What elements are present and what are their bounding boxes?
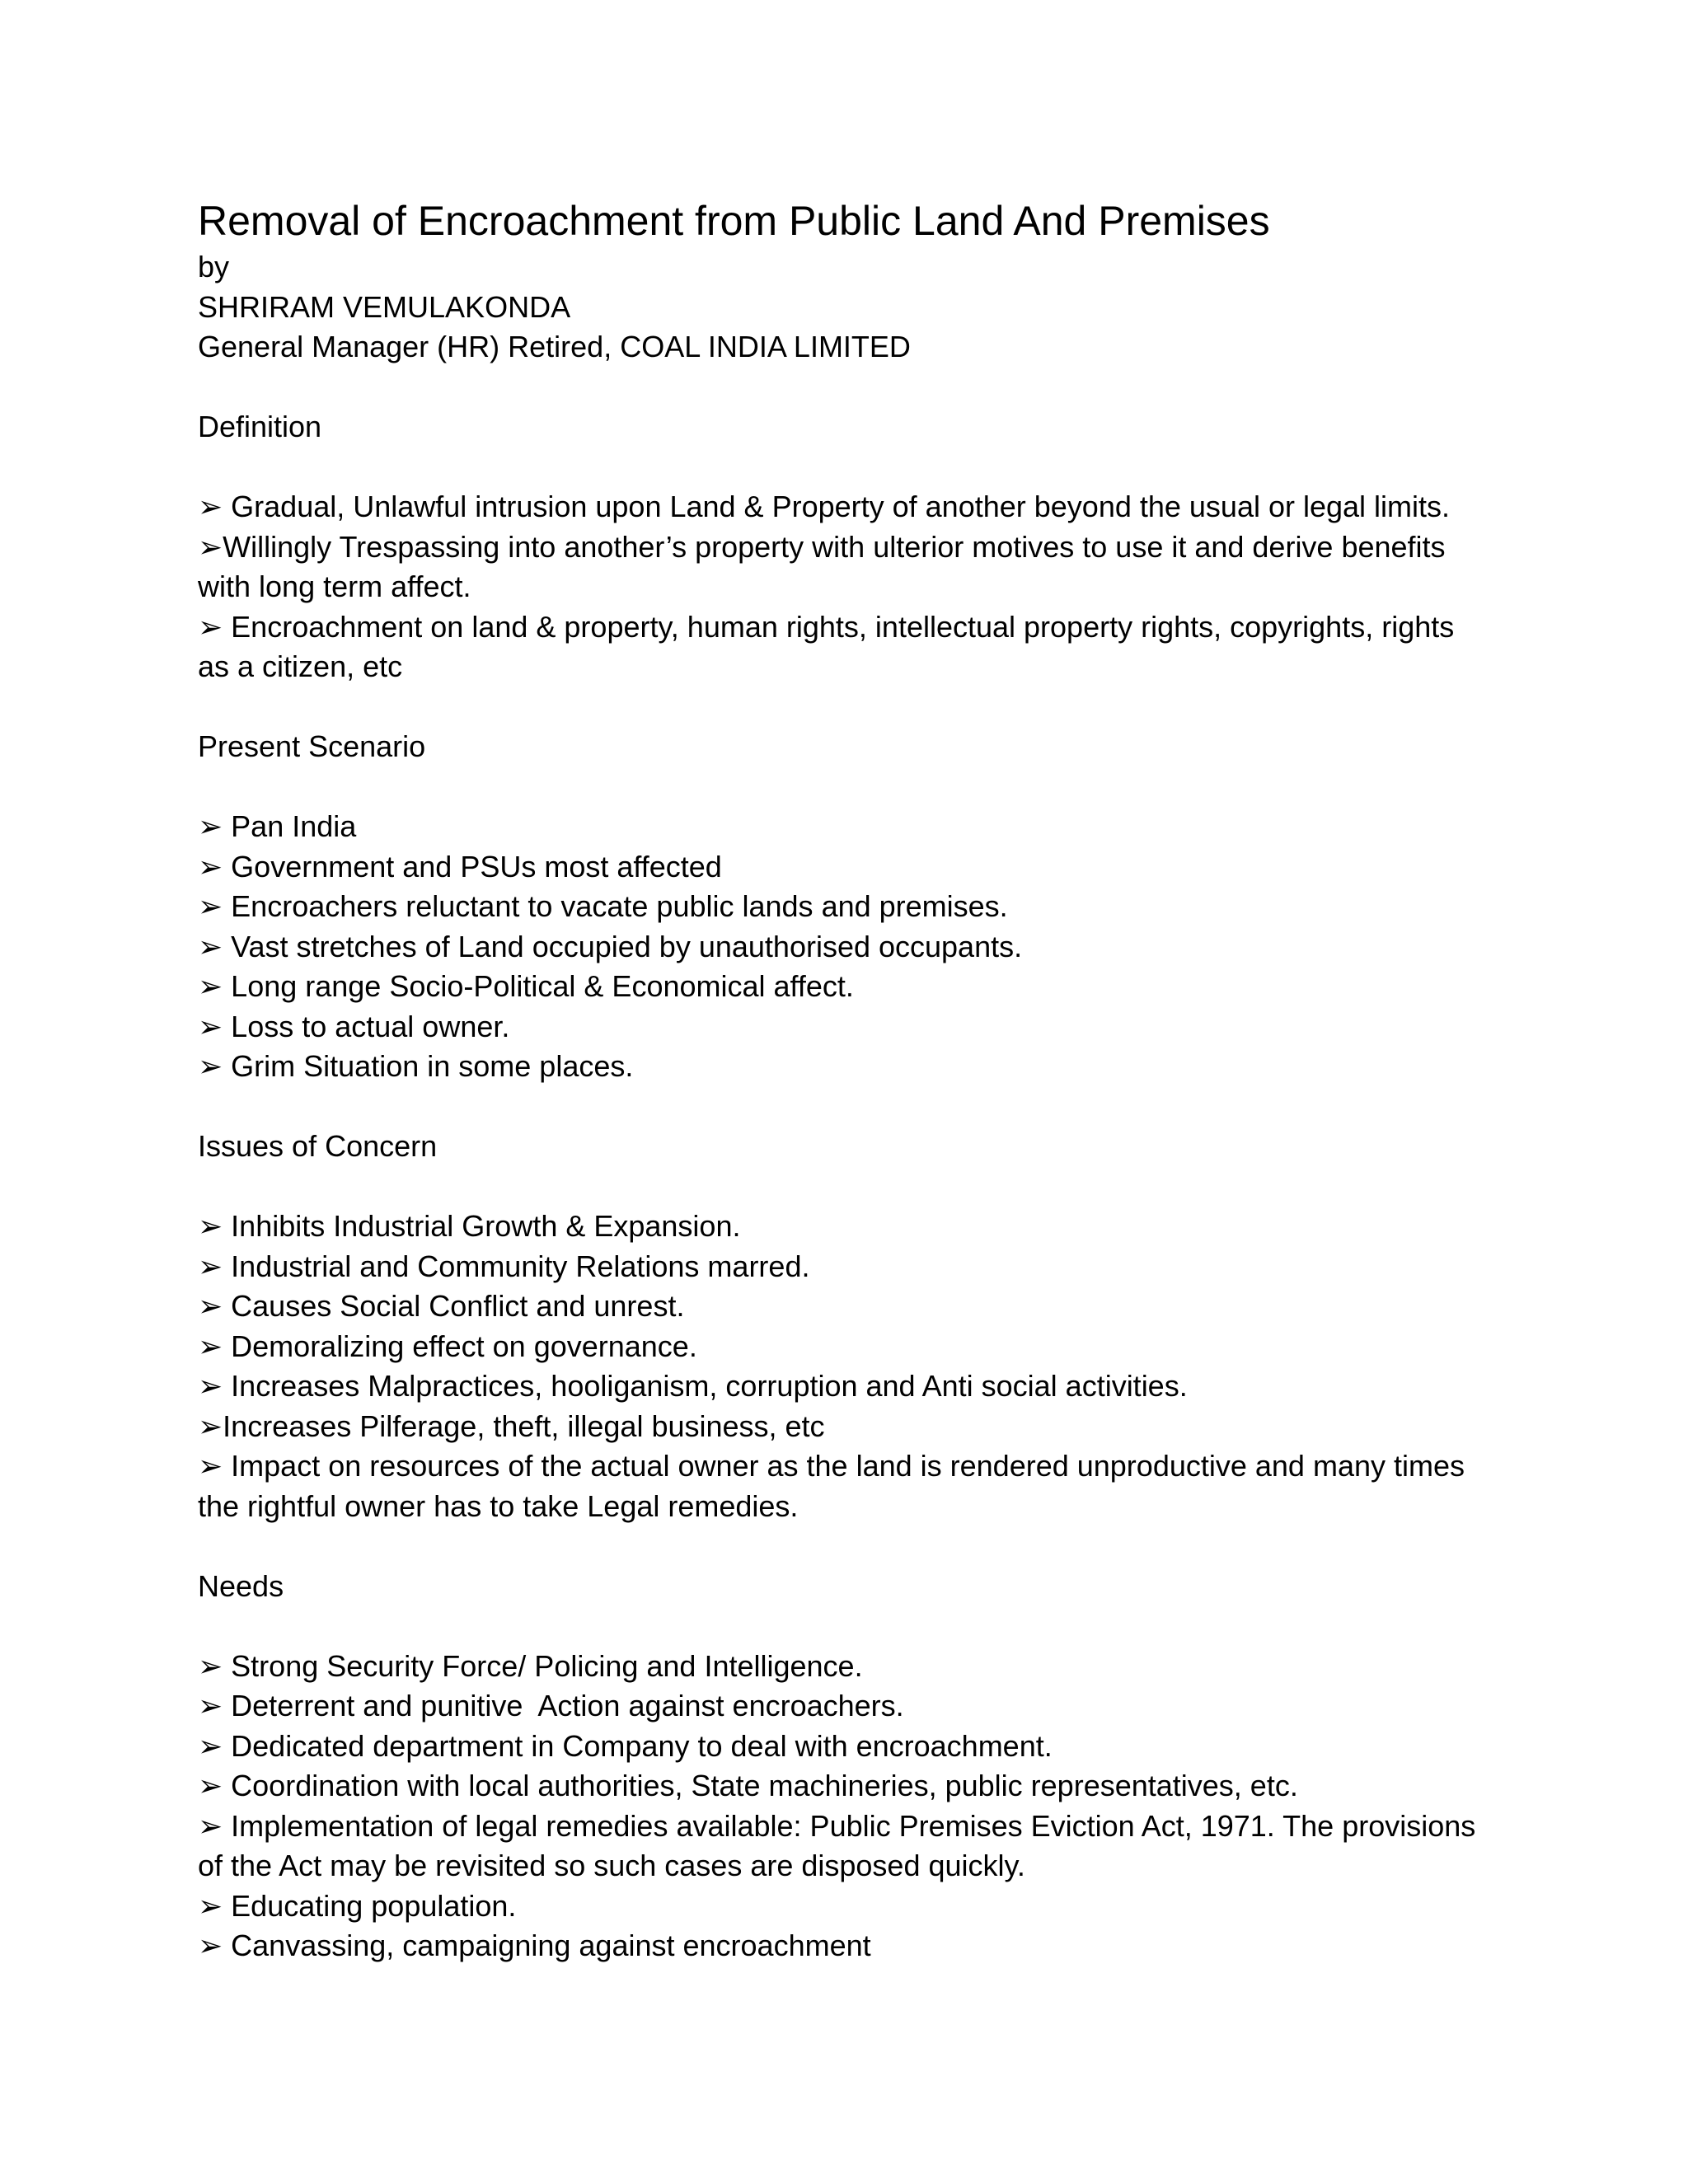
- author-affiliation: General Manager (HR) Retired, COAL INDIA LIMITED: [198, 330, 911, 363]
- list-item: ➢Willingly Trespassing into another’s property with ulterior motives to use it and derive benefits with long term affect.: [198, 529, 1454, 603]
- spacer: [198, 368, 1484, 408]
- author-name: SHRIRAM VEMULAKONDA: [198, 289, 571, 324]
- list-item: ➢ Encroachment on land & property, human rights, intellectual property rights, copyrights, rights as a citizen, etc: [198, 609, 1463, 683]
- document-title: Removal of Encroachment from Public Land And Premises: [198, 198, 1270, 244]
- list-item: ➢ Government and PSUs most affected: [198, 849, 722, 883]
- list-item: ➢ Grim Situation in some places.: [198, 1049, 634, 1083]
- list-item: ➢ Loss to actual owner.: [198, 1009, 510, 1043]
- spacer: [198, 448, 1484, 488]
- section-heading-issues: Issues of Concern: [198, 1129, 438, 1163]
- list-item: ➢ Vast stretches of Land occupied by unauthorised occupants.: [198, 929, 1023, 963]
- list-item: ➢ Implementation of legal remedies available: Public Premises Eviction Act, 1971. The provisions of the Act may be revisited so such cases are disposed quickly.: [198, 1808, 1484, 1882]
- spacer: [198, 767, 1484, 808]
- list-item: ➢ Canvassing, campaigning against encroachment: [198, 1929, 871, 1962]
- list-item: ➢ Industrial and Community Relations marred.: [198, 1249, 810, 1283]
- list-item: ➢ Increases Malpractices, hooliganism, corruption and Anti social activities.: [198, 1369, 1188, 1403]
- list-item: ➢ Causes Social Conflict and unrest.: [198, 1289, 685, 1323]
- list-item: ➢ Demoralizing effect on governance.: [198, 1329, 697, 1363]
- section-heading-present-scenario: Present Scenario: [198, 729, 426, 763]
- list-item: ➢ Gradual, Unlawful intrusion upon Land & Property of another beyond the usual or legal limits.: [198, 490, 1451, 523]
- section-heading-definition: Definition: [198, 410, 322, 443]
- list-item: ➢ Deterrent and punitive Action against encroachers.: [198, 1689, 904, 1722]
- spacer: [198, 1087, 1484, 1127]
- list-item: ➢ Impact on resources of the actual owner as the land is rendered unproductive and many times the rightful owner has to take Legal remedies.: [198, 1449, 1474, 1523]
- spacer: [198, 1606, 1484, 1647]
- spacer: [198, 1167, 1484, 1207]
- list-item: ➢ Long range Socio-Political & Economical affect.: [198, 969, 854, 1003]
- list-item: ➢ Dedicated department in Company to deal with encroachment.: [198, 1728, 1053, 1763]
- spacer: [198, 1526, 1484, 1567]
- spacer: [198, 687, 1484, 728]
- section-heading-needs: Needs: [198, 1568, 284, 1603]
- list-item: ➢ Coordination with local authorities, State machineries, public representatives, etc.: [198, 1769, 1298, 1802]
- list-item: ➢ Encroachers reluctant to vacate public lands and premises.: [198, 889, 1008, 923]
- document-body: [198, 196, 1484, 1966]
- list-item: ➢ Educating population.: [198, 1888, 517, 1923]
- byline: by: [198, 250, 230, 284]
- list-item: ➢ Pan India: [198, 809, 357, 843]
- list-item: ➢Increases Pilferage, theft, illegal business, etc: [198, 1408, 825, 1443]
- list-item: ➢ Inhibits Industrial Growth & Expansion.: [198, 1209, 741, 1243]
- list-item: ➢ Strong Security Force/ Policing and Intelligence.: [198, 1648, 863, 1683]
